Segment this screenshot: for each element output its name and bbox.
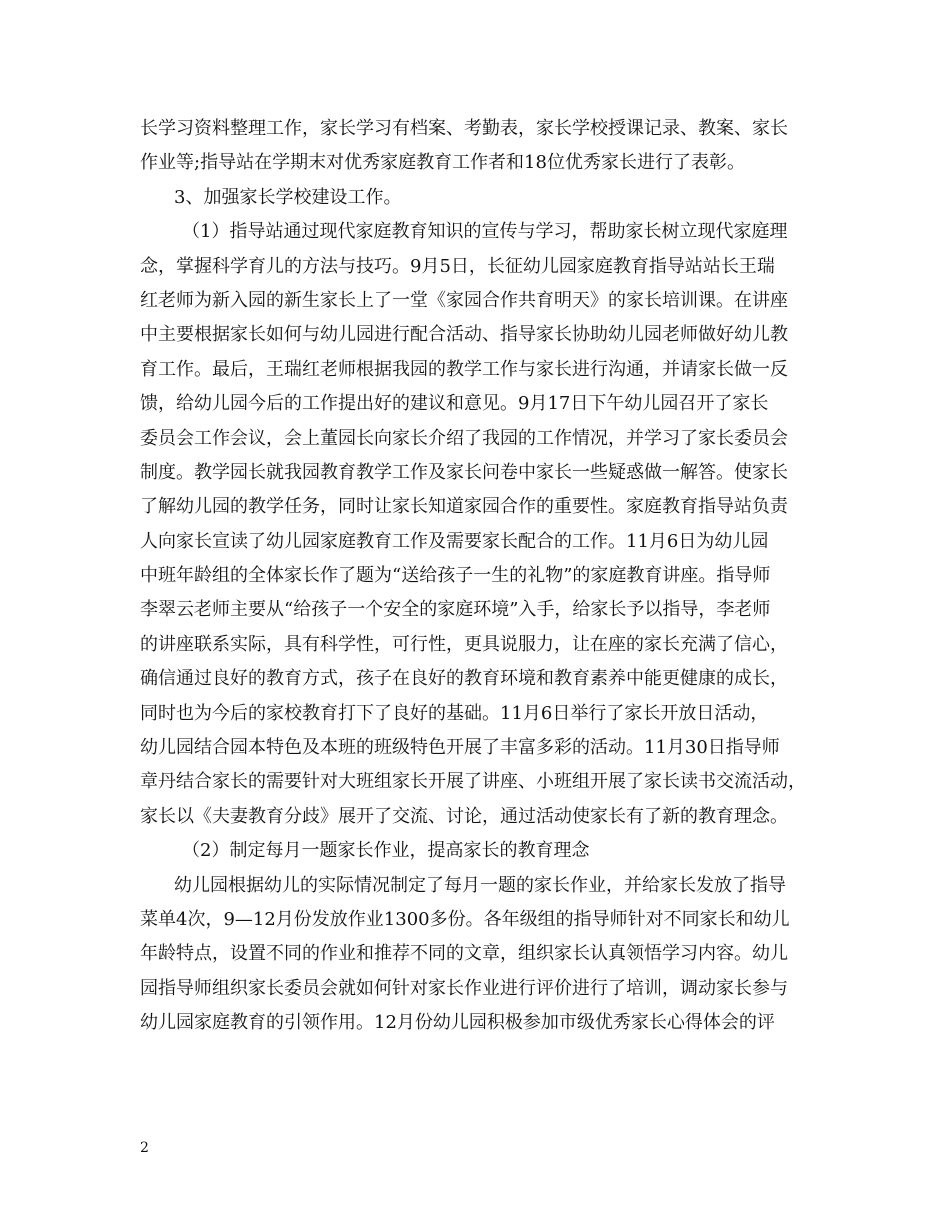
section-heading: 3、加强家长学校建设工作。 (174, 186, 402, 208)
text-line: 长学习资料整理工作，家长学习有档案、考勤表，家长学校授课记录、教案、家长 (140, 118, 788, 139)
text-line: 育工作。最后，王瑞红老师根据我园的教学工作与家长进行沟通，并请家长做一反 (140, 358, 788, 380)
text-line: 馈，给幼儿园今后的工作提出好的建议和意见。9月17日下午幼儿园召开了家长 (140, 393, 769, 415)
paragraph-start: （1）指导站通过现代家庭教育知识的宣传与学习，帮助家长树立现代家庭理 (182, 221, 788, 243)
text-line: 委员会工作会议，会上董园长向家长介绍了我园的工作情况，并学习了家长委员会 (140, 427, 788, 449)
text-line: 家长以《夫妻教育分歧》展开了交流、讨论，通过活动使家长有了新的教育理念。 (140, 805, 788, 827)
text-line: 年龄特点，设置不同的作业和推荐不同的文章，组织家长认真领悟学习内容。幼儿 (140, 943, 788, 965)
text-line: 作业等;指导站在学期末对优秀家庭教育工作者和18位优秀家长进行了表彰。 (140, 152, 745, 174)
text-line: 制度。教学园长就我园教育教学工作及家长问卷中家长一些疑惑做一解答。使家长 (140, 461, 788, 483)
text-line: 园指导师组织家长委员会就如何针对家长作业进行评价进行了培训，调动家长参与 (140, 977, 788, 999)
text-line: 菜单4次，9—12月份发放作业1300多份。各年级组的指导师针对不同家长和幼儿 (140, 908, 790, 930)
text-line: 人向家长宣读了幼儿园家庭教育工作及需要家长配合的工作。11月6日为幼儿园 (140, 530, 769, 552)
text-line: 同时也为今后的家校教育打下了良好的基础。11月6日举行了家长开放日活动， (140, 702, 769, 724)
text-line: 中班年龄组的全体家长作了题为“送给孩子一生的礼物”的家庭教育讲座。指导师 (140, 565, 771, 587)
text-line: 中主要根据家长如何与幼儿园进行配合活动、指导家长协助幼儿园老师做好幼儿教 (140, 324, 788, 346)
text-line: 的讲座联系实际，具有科学性，可行性，更具说服力，让在座的家长充满了信心， (140, 633, 788, 655)
section-heading: （2）制定每月一题家长作业，提高家长的教育理念 (182, 840, 590, 862)
text-line: 红老师为新入园的新生家长上了一堂《家园合作共育明天》的家长培训课。在讲座 (140, 289, 788, 311)
document-body (140, 112, 830, 1041)
text-line: 了解幼儿园的教学任务，同时让家长知道家园合作的重要性。家庭教育指导站负责 (140, 496, 788, 518)
page-number: 2 (140, 1140, 149, 1156)
text-line: 幼儿园家庭教育的引领作用。12月份幼儿园积极参加市级优秀家长心得体会的评 (140, 1012, 775, 1034)
text-line: 章丹结合家长的需要针对大班组家长开展了讲座、小班组开展了家长读书交流活动， (140, 771, 806, 793)
text-line: 念，掌握科学育儿的方法与技巧。9月5日，长征幼儿园家庭教育指导站站长王瑞 (140, 255, 775, 277)
text-line: 李翠云老师主要从“给孩子一个安全的家庭环境”入手，给家长予以指导，李老师 (140, 599, 771, 621)
text-line: 幼儿园结合园本特色及本班的班级特色开展了丰富多彩的活动。11月30日指导师 (140, 737, 780, 759)
text-line: 确信通过良好的教育方式，孩子在良好的教育环境和教育素养中能更健康的成长， (140, 668, 788, 690)
paragraph-start: 幼儿园根据幼儿的实际情况制定了每月一题的家长作业，并给家长发放了指导 (174, 874, 786, 896)
